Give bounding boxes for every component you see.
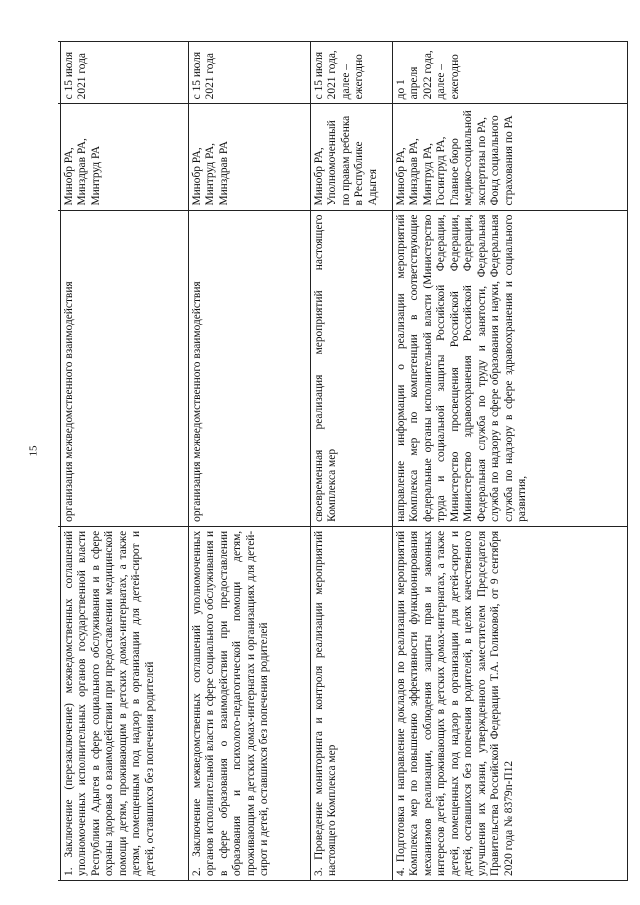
deadline-cell: до 1 апреля 2022 года, далее – ежегодно — [393, 42, 628, 104]
result-cell: направление информации о реализации мероприятий Комплекса мер по компетенции в соответствующие федеральные органы исполнительной власти (Министерство труда и социальной защиты Российской Федерации, Министерство просвещения Российской Федерации, Министерство здравоохранения Российской Федерации, Федеральная служба по труду и занятости, Федеральная служба по надзору в сфере образования и науки, Федеральная служба по надзору в сфере здравоохранения и социального развития, — [393, 210, 628, 526]
table-row — [189, 42, 311, 881]
measure-cell: 4. Подготовка и направление докладов по реализации мероприятий Комплекса мер по повышению эффективности функционирования механизмов реализации, соблюдения защиты прав и законных интересов детей, проживающих в детских домах-интернатах, а также детей, помещенных под надзор в организации для детей-сирот и детей, оставшихся без попечения родителей, в целях качественного улучшения их жизни, утвержденного заместителем Председателя Правительства Российской Федерации Т.А. Голиковой, от 9 сентября 2020 года № 8379п-П12 — [393, 526, 628, 880]
measure-cell: 2. Заключение межведомственных соглашений уполномоченных органов исполнительной власти в сфере социального обслуживания и в сфере образования о взаимодействии при предоставлении образования и психолого-педагогической помощи детям, проживающим в детских домах-интернатах и организациях для детей-сирот и детей, оставшихся без попечения родителей — [189, 526, 311, 880]
result-cell: организация межведомственного взаимодействия — [61, 210, 189, 526]
measure-cell: 1. Заключение (перезаключение) межведомственных соглашений уполномоченных исполнительных органов государственной власти Республики Адыгея в сфере социального обслуживания и в сфере охраны здоровья о взаимодействии при предоставлении медицинской помощи детям, проживающим в детских домах-интернатах, а также детям, помещенным под надзор в организации для детей-сирот и детей, оставшихся без попечения родителей — [61, 526, 189, 880]
rotated-table-container — [58, 41, 613, 881]
deadline-cell: с 15 июля 2021 года, далее – ежегодно — [311, 42, 393, 104]
table-row — [61, 42, 189, 881]
measure-cell: 3. Проведение мониторинга и контроля реализации мероприятий настоящего Комплекса мер — [311, 526, 393, 880]
table-row — [311, 42, 393, 881]
executors-cell: Минобр РА, Минздрав РА, Минтруд РА, Госинтруд РА, Главное бюро медико-социальной экспертизы по РА, Фонд социального страхования по РА — [393, 104, 628, 210]
page-number: 15 — [27, 445, 40, 457]
measures-table — [58, 41, 628, 881]
table-row — [393, 42, 628, 881]
executors-cell: Минобр РА, Минтруд РА, Минздрав РА — [189, 104, 311, 210]
executors-cell: Минобр РА, Уполномоченный по правам ребенка в Республике Адыгея — [311, 104, 393, 210]
executors-cell: Минобр РА, Минздрав РА, Минтруд РА — [61, 104, 189, 210]
result-cell: организация межведомственного взаимодействия — [189, 210, 311, 526]
deadline-cell: с 15 июля 2021 года — [189, 42, 311, 104]
deadline-cell: с 15 июля 2021 года — [61, 42, 189, 104]
result-cell: своевременная реализация мероприятий настоящего Комплекса мер — [311, 210, 393, 526]
